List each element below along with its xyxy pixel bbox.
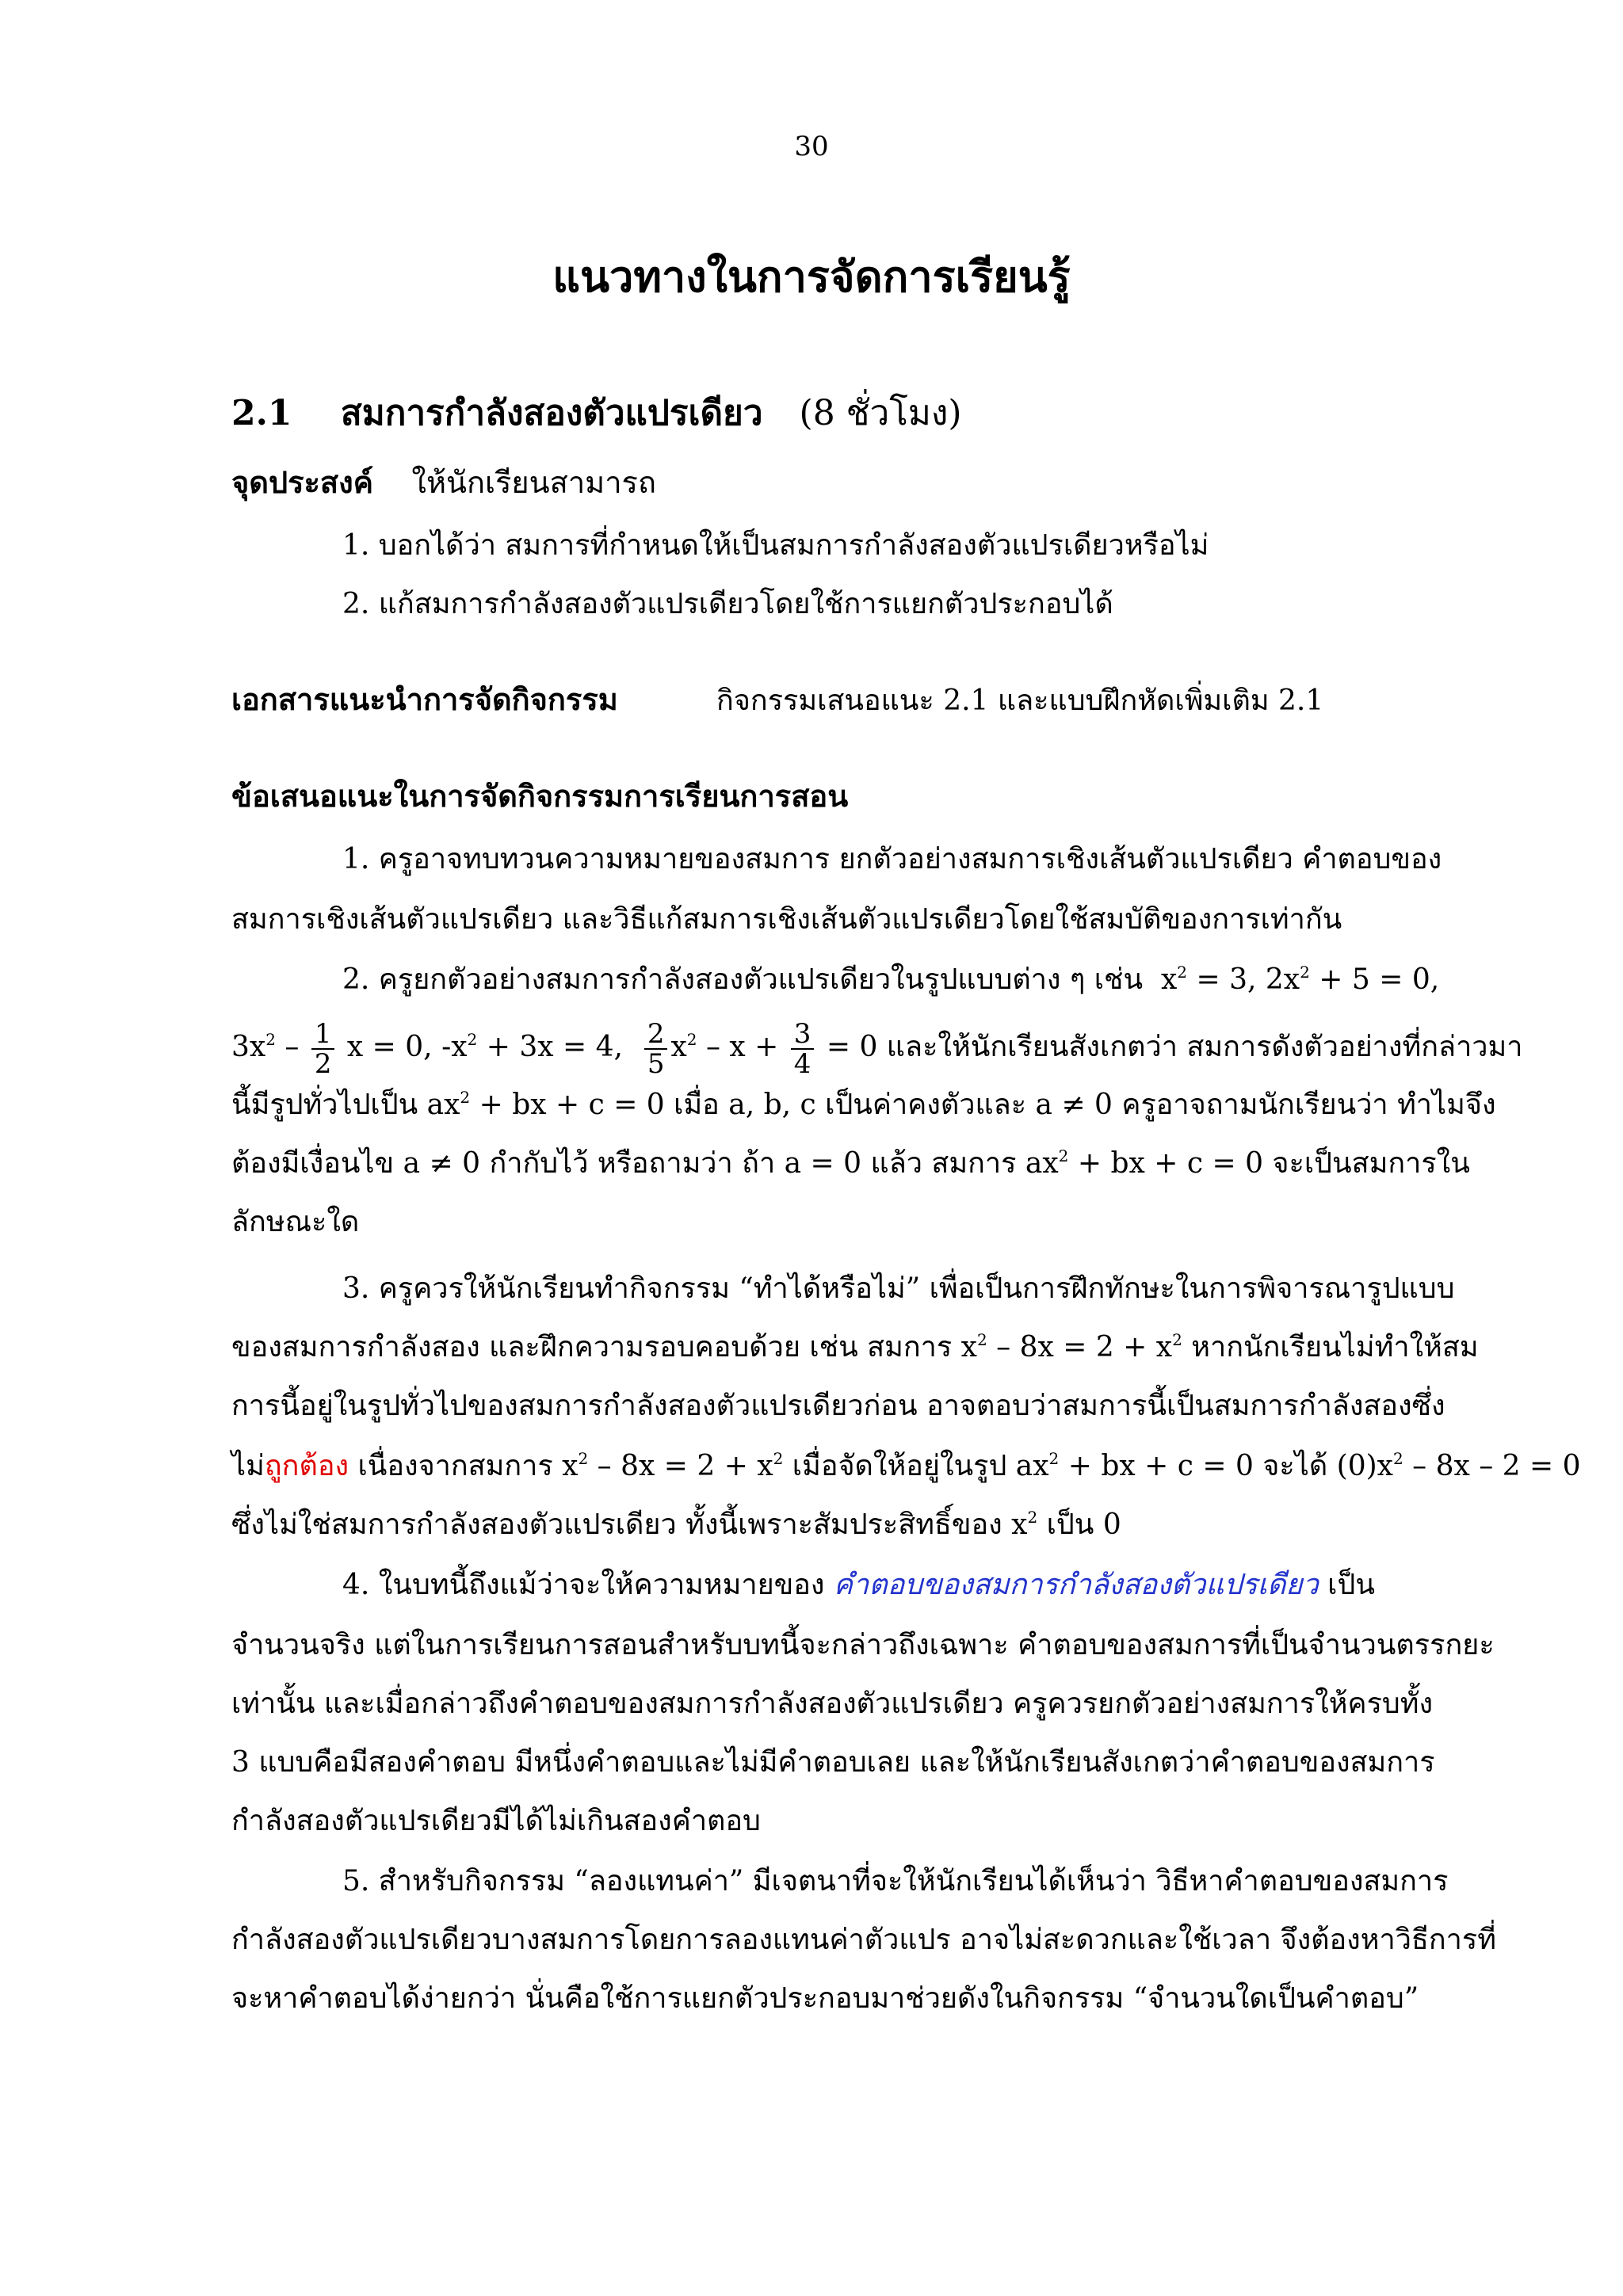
fraction-denominator: 2 — [314, 1048, 332, 1080]
text: ไม่ — [231, 1450, 265, 1482]
fraction-numerator: 1 — [311, 1020, 335, 1050]
highlighted-text: คำตอบของสมการกำลังสองตัวแปรเดียว — [833, 1569, 1319, 1601]
suggestions-heading: ข้อเสนอแนะในการจัดกิจกรรมการเรียนการสอน — [231, 778, 849, 814]
paragraph-line — [231, 1505, 1121, 1545]
exponent: 2 — [265, 1030, 276, 1049]
paragraph-line — [342, 1566, 1375, 1605]
exponent: 2 — [773, 1449, 784, 1468]
objective-item: 2. แก้สมการกำลังสองตัวแปรเดียวโดยใช้การแยกตัวประกอบได้ — [342, 588, 1113, 620]
text: หากนักเรียนไม่ทำให้สม — [1182, 1331, 1479, 1363]
paragraph-line — [231, 1144, 1470, 1184]
page-title: แนวทางในการจัดการเรียนรู้ — [552, 251, 1071, 302]
equation: – — [275, 1031, 308, 1063]
paragraph-line: การนี้อยู่ในรูปทั่วไปของสมการกำลังสองตัวแปรเดียวก่อน อาจตอบว่าสมการนี้เป็นสมการกำลังสองซึ่ง — [231, 1390, 1445, 1422]
objective-line — [231, 463, 656, 502]
equation: 3x — [231, 1031, 266, 1063]
exponent: 2 — [1300, 963, 1310, 982]
exponent: 2 — [578, 1449, 589, 1468]
paragraph-line: จำนวนจริง แต่ในการเรียนการสอนสำหรับบทนี้จะกล่าวถึงเฉพาะ คำตอบของสมการที่เป็นจำนวนตรรกยะ — [231, 1629, 1495, 1661]
paragraph-line: กำลังสองตัวแปรเดียวบางสมการโดยการลองแทนค่าตัวแปร อาจไม่สะดวกและใช้เวลา จึงต้องหาวิธีการที่ — [231, 1924, 1496, 1956]
text: = 0 และให้นักเรียนสังเกตว่า สมการดังตัวอย่างที่กล่าวมา — [817, 1031, 1523, 1063]
exponent: 2 — [1048, 1449, 1060, 1468]
text: ของสมการกำลังสอง และฝึกความรอบคอบด้วย เช่น สมการ x — [231, 1331, 977, 1363]
text: เมื่อจัดให้อยู่ในรูป ax — [783, 1450, 1049, 1482]
paragraph-line — [342, 960, 1439, 1000]
text: ต้องมีเงื่อนไข a ≠ 0 กำกับไว้ หรือถามว่า ถ้า a = 0 แล้ว สมการ ax — [231, 1147, 1059, 1180]
text: + bx + c = 0 เมื่อ a, b, c เป็นค่าคงตัวและ a ≠ 0 ครูอาจถามนักเรียนว่า ทำไมจึง — [470, 1089, 1496, 1121]
fraction — [644, 1020, 668, 1078]
documents-line — [231, 680, 618, 719]
section-number: 2.1 — [231, 393, 292, 433]
paragraph-line: เท่านั้น และเมื่อกล่าวถึงคำตอบของสมการกำลังสองตัวแปรเดียว ครูควรยกตัวอย่างสมการให้ครบทั้ง — [231, 1688, 1434, 1720]
equation: = 3, 2x — [1187, 963, 1300, 996]
section-name: สมการกำลังสองตัวแปรเดียว — [340, 393, 763, 433]
text: เนื่องจากสมการ x — [349, 1450, 579, 1482]
text: 2. ครูยกตัวอย่างสมการกำลังสองตัวแปรเดียวในรูปแบบต่าง ๆ เช่น — [342, 963, 1144, 996]
fraction-numerator: 2 — [644, 1020, 668, 1050]
objective-intro: ให้นักเรียนสามารถ — [411, 465, 656, 500]
paragraph-line: 3 แบบคือมีสองคำตอบ มีหนึ่งคำตอบและไม่มีคำตอบเลย และให้นักเรียนสังเกตว่าคำตอบของสมการ — [231, 1746, 1435, 1779]
equation: + bx + c = 0 จะได้ (0)x — [1059, 1450, 1393, 1482]
objective-item: 1. บอกได้ว่า สมการที่กำหนดให้เป็นสมการกำลังสองตัวแปรเดียวหรือไม่ — [342, 529, 1209, 562]
section-heading — [231, 390, 962, 437]
exponent: 2 — [1058, 1146, 1069, 1165]
paragraph-line: ลักษณะใด — [231, 1206, 360, 1238]
paragraph-line: 1. ครูอาจทบทวนความหมายของสมการ ยกตัวอย่างสมการเชิงเส้นตัวแปรเดียว คำตอบของ — [342, 843, 1442, 875]
equation: – 8x = 2 + x — [987, 1331, 1173, 1363]
paragraph-line: จะหาคำตอบได้ง่ายกว่า นั่นคือใช้การแยกตัวประกอบมาช่วยดังในกิจกรรม “จำนวนใดเป็นคำตอบ” — [231, 1982, 1419, 2015]
exponent: 2 — [460, 1088, 471, 1107]
exponent: 2 — [976, 1330, 987, 1349]
fraction-denominator: 5 — [647, 1048, 665, 1080]
text: + bx + c = 0 จะเป็นสมการใน — [1068, 1147, 1470, 1180]
section-hours: (8 ชั่วโมง) — [799, 393, 962, 433]
page-number: 30 — [794, 131, 829, 162]
exponent: 2 — [467, 1030, 478, 1049]
equation: x — [670, 1031, 687, 1063]
paragraph-line: 5. สำหรับกิจกรรม “ลองแทนค่า” มีเจตนาที่จะให้นักเรียนได้เห็นว่า วิธีหาคำตอบของสมการ — [342, 1865, 1449, 1897]
text: นี้มีรูปทั่วไปเป็น ax — [231, 1089, 460, 1121]
objective-label: จุดประสงค์ — [231, 464, 374, 500]
equation: + 5 = 0, — [1309, 963, 1440, 996]
text: เป็น 0 — [1037, 1508, 1121, 1541]
paragraph-line — [231, 1328, 1479, 1367]
documents-label: เอกสารแนะนำการจัดกิจกรรม — [231, 681, 618, 717]
paragraph-line: กำลังสองตัวแปรเดียวมีได้ไม่เกินสองคำตอบ — [231, 1805, 761, 1837]
equation: + 3x = 4, — [477, 1031, 623, 1063]
equation: – x + — [697, 1031, 788, 1063]
paragraph-line: สมการเชิงเส้นตัวแปรเดียว และวิธีแก้สมการเชิงเส้นตัวแปรเดียวโดยใช้สมบัติของการเท่ากัน — [231, 903, 1342, 936]
fraction — [791, 1020, 815, 1078]
exponent: 2 — [1172, 1330, 1182, 1349]
exponent: 2 — [686, 1030, 697, 1049]
exponent: 2 — [1027, 1508, 1038, 1527]
exponent: 2 — [1392, 1449, 1403, 1468]
equation: x — [1160, 963, 1178, 996]
highlighted-text: ถูกต้อง — [264, 1450, 349, 1482]
fraction-numerator: 3 — [791, 1020, 815, 1050]
fraction-denominator: 4 — [793, 1048, 812, 1080]
paragraph-line — [231, 1447, 1581, 1486]
paragraph-line: 3. ครูควรให้นักเรียนทำกิจกรรม “ทำได้หรือไม่” เพื่อเป็นการฝึกทักษะในการพิจารณารูปแบบ — [342, 1272, 1455, 1305]
exponent: 2 — [1177, 963, 1188, 982]
paragraph-line — [231, 1085, 1496, 1125]
text: เป็น — [1318, 1569, 1375, 1601]
paragraph-line — [231, 1017, 1522, 1078]
equation: – 8x – 2 = 0 — [1403, 1450, 1581, 1482]
text: 4. ในบทนี้ถึงแม้ว่าจะให้ความหมายของ — [342, 1569, 834, 1601]
equation: – 8x = 2 + x — [588, 1450, 773, 1482]
documents-value: กิจกรรมเสนอแนะ 2.1 และแบบฝึกหัดเพิ่มเติม 2.1 — [716, 685, 1324, 717]
fraction — [311, 1020, 335, 1078]
equation: x = 0, -x — [338, 1031, 468, 1063]
text: ซึ่งไม่ใช่สมการกำลังสองตัวแปรเดียว ทั้งนี้เพราะสัมประสิทธิ์ของ x — [231, 1508, 1028, 1541]
